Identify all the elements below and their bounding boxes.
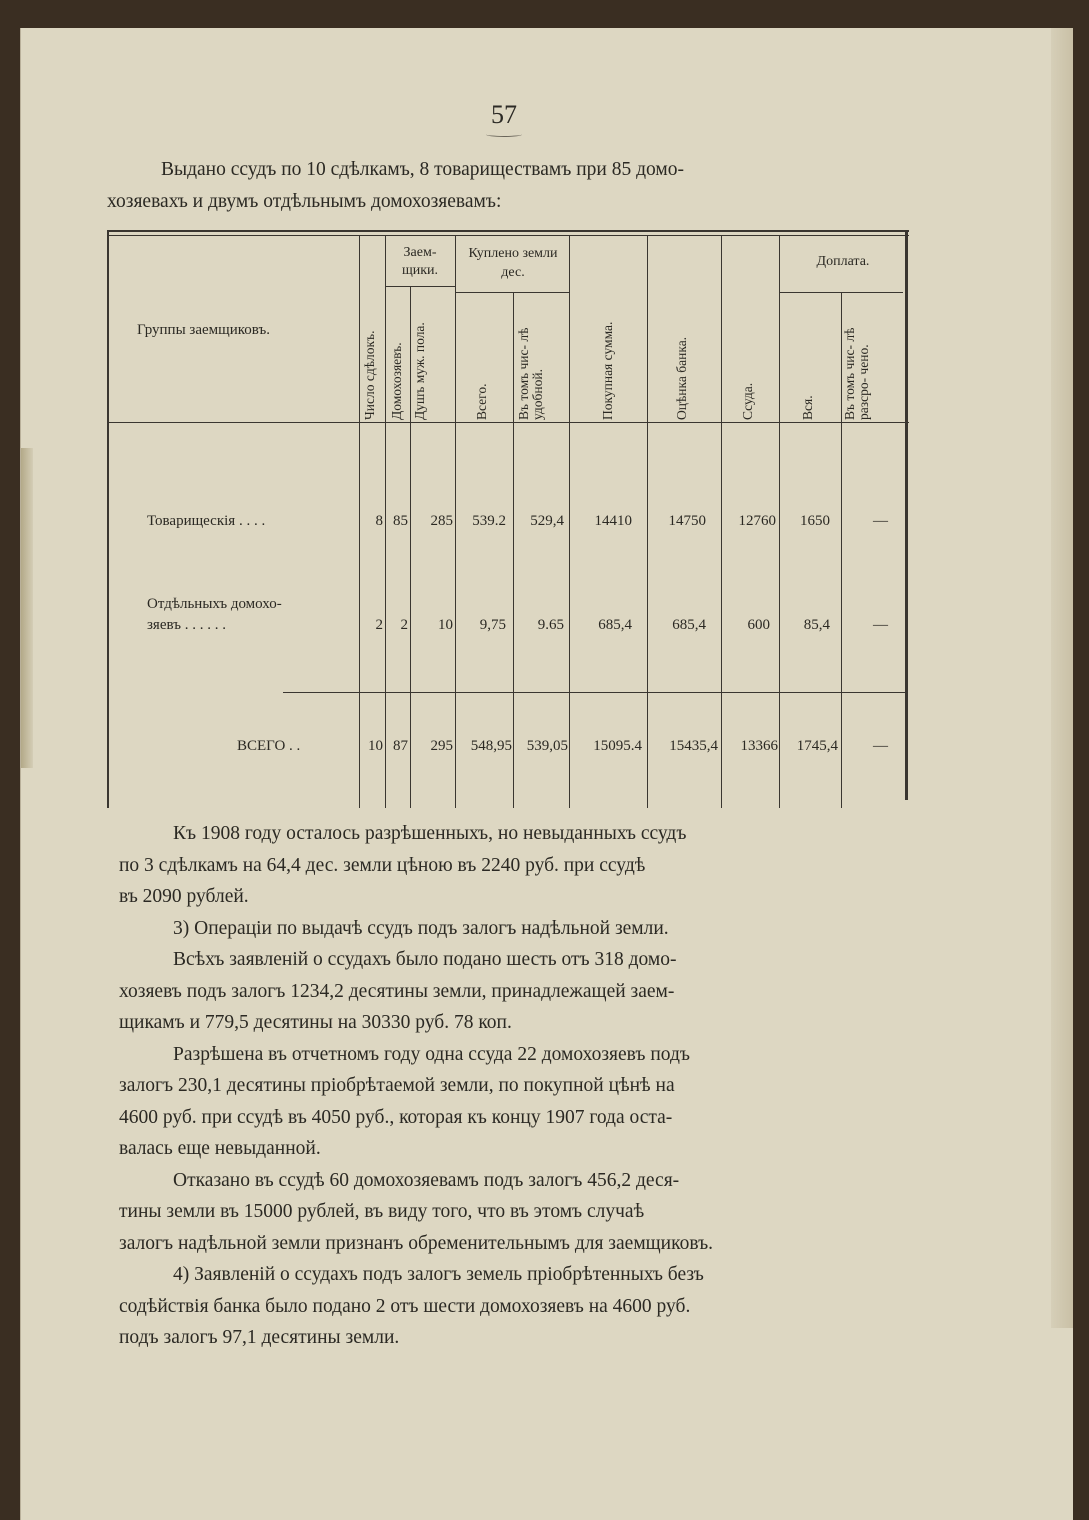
cell-households: 2 — [400, 617, 408, 633]
body-line: залогъ надѣльной земли признанъ обременительнымъ для заемщиковъ. — [119, 1232, 714, 1254]
body-text — [119, 818, 909, 1354]
cell-total: 548,95 — [470, 738, 512, 754]
page-number-ornament — [486, 132, 522, 137]
body-line: содѣйствія банка было подано 2 отъ шести домохозяевъ на 4600 руб. — [119, 1295, 691, 1317]
header-surcharge-all: Вся. — [800, 395, 815, 420]
body-line: валась еще невыданной. — [119, 1138, 321, 1159]
cell-souls: 285 — [430, 513, 453, 529]
body-line: подъ залогъ 97,1 десятины земли. — [119, 1327, 400, 1348]
cell-deals: 2 — [375, 617, 383, 633]
header-arable: Въ томъ чис- лѣ удобной. — [516, 327, 545, 420]
intro-paragraph — [107, 154, 887, 217]
cell-souls: 295 — [430, 738, 453, 754]
cell-surcharge-all: 1745,4 — [796, 738, 838, 754]
header-surcharge: Доплата. — [816, 254, 870, 269]
bought-subrule — [455, 292, 569, 293]
table-top-rule — [107, 230, 909, 232]
header-deals: Число сдѣлокъ. — [362, 330, 377, 420]
cell-loan: 600 — [747, 617, 770, 633]
table-left-border — [107, 230, 109, 808]
body-line: Къ 1908 году осталось разрѣшенныхъ, но невыданныхъ ссудъ — [173, 823, 687, 844]
page-edge — [1051, 28, 1073, 1328]
body-line: 4) Заявленій о ссудахъ подъ залогъ земель пріобрѣтенныхъ безъ — [173, 1264, 704, 1285]
cell-price: 14410 — [594, 513, 632, 529]
cell-price: 15095.4 — [593, 738, 642, 754]
header-bought: Куплено земли дес. — [468, 246, 558, 280]
cell-loan: 12760 — [738, 513, 776, 529]
header-valuation: Оцѣнка банка. — [674, 336, 689, 420]
cell-arable: 9.65 — [537, 617, 564, 633]
loans-table — [107, 230, 909, 808]
total-separator-rule — [283, 692, 905, 693]
group-header-text: Группы заемщиковъ. — [137, 322, 270, 338]
body-line: щикамъ и 779,5 десятины на 30330 руб. 78 коп. — [119, 1012, 512, 1033]
col-rule — [513, 292, 514, 808]
header-bottom-rule — [107, 422, 909, 423]
header-surcharge-deferred: Въ томъ чис- лѣ разсро- чено. — [842, 327, 871, 420]
cell-deals: 10 — [368, 738, 383, 754]
cell-arable: 539,05 — [526, 738, 568, 754]
page-number: 57 — [491, 100, 517, 129]
cell-price: 685,4 — [598, 617, 632, 633]
cell-deals: 8 — [375, 513, 383, 529]
cell-surcharge-all: 1650 — [800, 513, 830, 529]
header-price: Покупная сумма. — [600, 321, 615, 420]
table-right-border — [905, 230, 908, 800]
book-page — [20, 28, 1073, 1520]
row-label: Отдѣльныхъ домохо- — [147, 596, 282, 612]
header-souls: Душъ муж. пола. — [412, 322, 427, 420]
body-line: Отказано въ ссудѣ 60 домохозяевамъ подъ залогъ 456,2 деся- — [173, 1169, 680, 1191]
col-rule — [410, 286, 411, 808]
body-line: Разрѣшена въ отчетномъ году одна ссуда 22 домохозяевъ подъ — [173, 1043, 690, 1065]
cell-surcharge-all: 85,4 — [803, 617, 830, 633]
cell-surcharge-deferred: — — [873, 617, 888, 633]
borrowers-subrule — [385, 286, 455, 287]
body-line: хозяевъ подъ залогъ 1234,2 десятины земли, принадлежащей заем- — [119, 980, 675, 1002]
header-loan: Ссуда. — [740, 382, 755, 420]
surcharge-subrule — [779, 292, 903, 293]
body-line: въ 2090 рублей. — [119, 886, 249, 907]
col-rule — [359, 236, 360, 808]
header-borrowers: Заем- щики. — [401, 245, 439, 278]
body-line: тины земли въ 15000 рублей, въ виду того, что въ этомъ случаѣ — [119, 1201, 645, 1222]
cell-total: 9,75 — [479, 617, 506, 633]
intro-line: Выдано ссудъ по 10 сдѣлкамъ, 8 товариществамъ при 85 домо- — [161, 159, 684, 180]
intro-line: хозяевахъ и двумъ отдѣльнымъ домохозяевамъ: — [107, 190, 502, 212]
cell-households: 85 — [393, 513, 408, 529]
cell-loan: 13366 — [740, 738, 778, 754]
cell-souls: 10 — [438, 617, 453, 633]
cell-surcharge-deferred: — — [873, 513, 888, 529]
body-line: Всѣхъ заявленій о ссудахъ было подано шесть отъ 318 домо- — [173, 949, 677, 970]
cell-valuation: 14750 — [668, 513, 706, 529]
body-line: залогъ 230,1 десятины пріобрѣтаемой земли, по покупной цѣнѣ на — [119, 1075, 675, 1096]
body-line: 4600 руб. при ссудѣ въ 4050 руб., которая къ концу 1907 года оста- — [119, 1106, 673, 1128]
row-label: Товарищескія . . . . — [147, 513, 266, 529]
table-top-rule-thin — [107, 235, 909, 236]
header-households: Домохозяевъ. — [389, 342, 404, 420]
cell-arable: 529,4 — [530, 513, 564, 529]
header-total: Всего. — [474, 383, 489, 420]
cell-valuation: 15435,4 — [669, 738, 718, 754]
cell-valuation: 685,4 — [672, 617, 706, 633]
row-label: зяевъ . . . . . . — [147, 617, 226, 633]
body-line: 3) Операціи по выдачѣ ссудъ подъ залогъ надѣльной земли. — [173, 917, 669, 939]
row-label-total: ВСЕГО . . — [237, 738, 301, 754]
cell-households: 87 — [393, 738, 408, 754]
binding-shadow — [21, 448, 33, 768]
cell-surcharge-deferred: — — [873, 738, 888, 754]
body-line: по 3 сдѣлкамъ на 64,4 дес. земли цѣною въ 2240 руб. при ссудѣ — [119, 854, 646, 876]
cell-total: 539.2 — [472, 513, 506, 529]
